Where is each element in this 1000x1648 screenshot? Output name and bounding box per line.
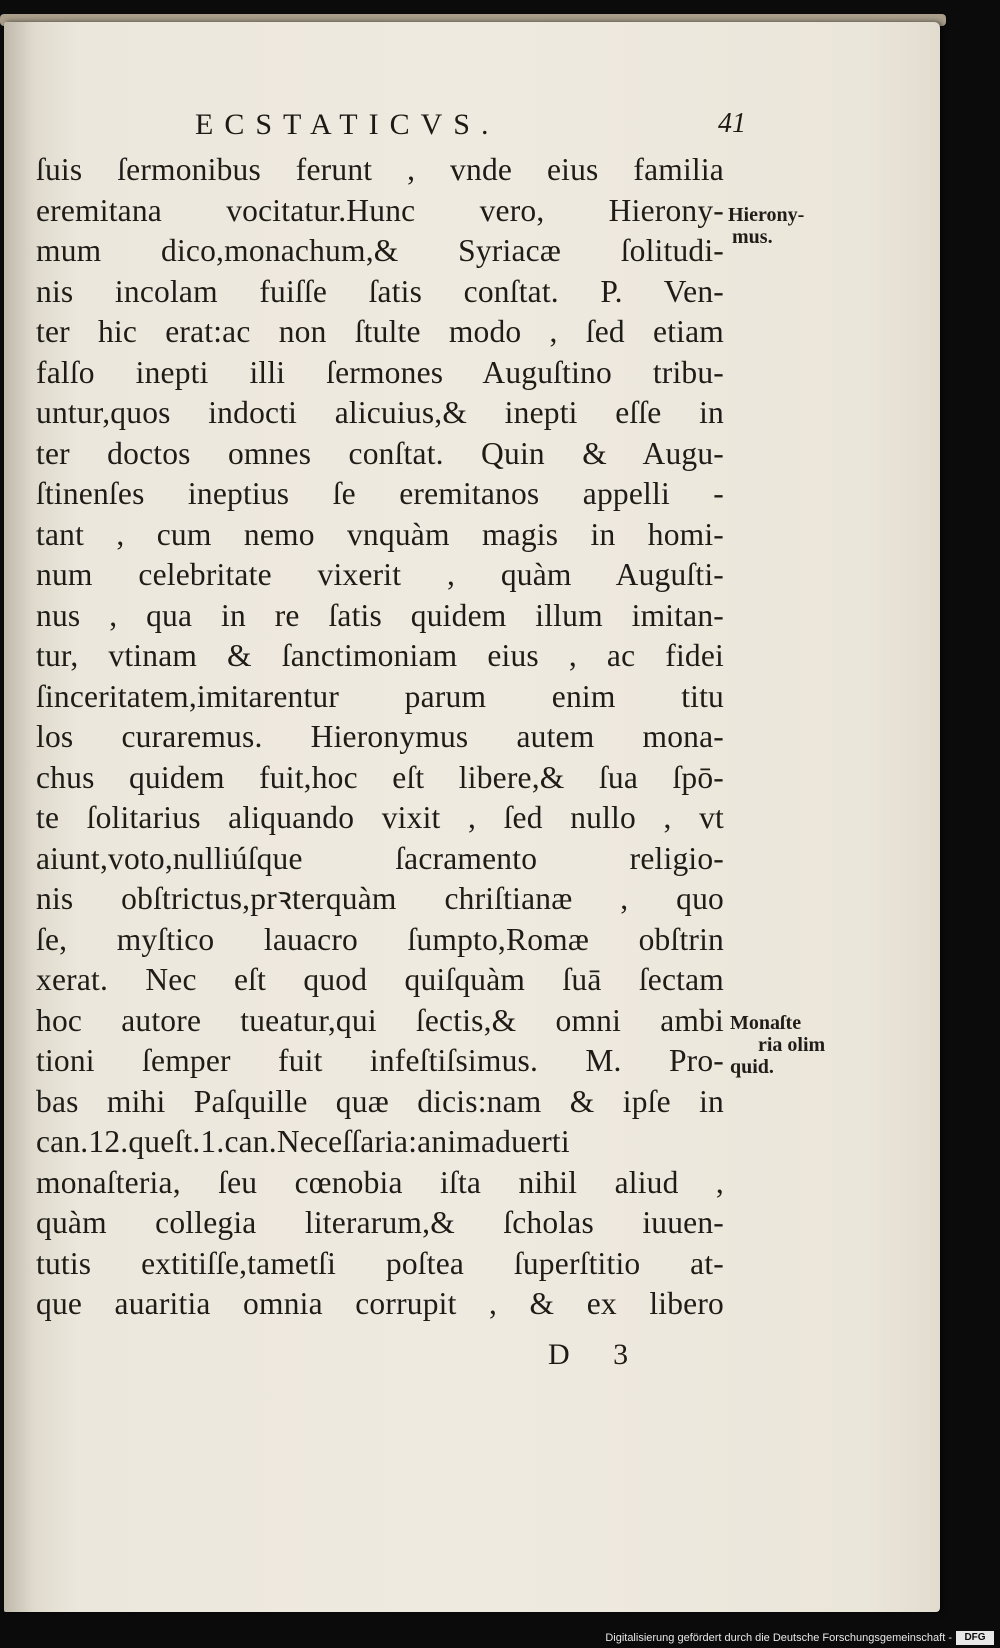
text-line: nus , qua in re ſatis quidem illum imitan-: [36, 597, 724, 633]
text-line: que auaritia omnia corrupit , & ex libero: [36, 1286, 724, 1321]
text-line: nis obſtrictus,prꝛterquàm chriſtianæ , quo: [36, 881, 724, 916]
text-line: te ſolitarius aliquando vixit , ſed nullo , vt: [36, 800, 724, 835]
marginal-note-line: ria olim: [758, 1034, 826, 1056]
running-head: ECSTATICVS.: [195, 108, 500, 141]
marginal-note-line: Hierony-: [728, 204, 805, 226]
marginal-note-hieronymus: [728, 204, 804, 248]
text-line: mum dico,monachum,& Syriacæ ſolitudi-: [36, 233, 724, 268]
text-line: tant , cum nemo vnquàm magis in homi-: [36, 516, 724, 552]
text-line: nis incolam fuiſſe ſatis conſtat. P. Ven-: [36, 273, 724, 309]
text-line: falſo inepti illi ſermones Auguſtino tribu-: [36, 354, 724, 390]
text-line: xerat. Nec eſt quod quiſquàm ſuā ſectam: [36, 962, 724, 997]
text-line: chus quidem fuit,hoc eſt libere,& ſua ſpō-: [36, 759, 724, 795]
text-line: num celebritate vixerit , quàm Auguſti-: [36, 557, 724, 592]
marginal-note-monasteria: [730, 1012, 825, 1078]
text-line: ſuis ſermonibus ferunt , vnde eius familia: [36, 152, 724, 187]
text-line: eremitana vocitatur.Hunc vero, Hierony-: [36, 192, 724, 228]
marginal-note-line: Monaſte: [730, 1012, 802, 1034]
text-line: quàm collegia literarum,& ſcholas iuuen-: [36, 1205, 724, 1240]
text-line: untur,quos indocti alicuius,& inepti eſſe in: [36, 395, 724, 430]
signature-mark: D 3: [548, 1338, 647, 1371]
text-line: ſinceritatem,imitarentur parum enim titu: [36, 678, 724, 714]
text-line: los curaremus. Hieronymus autem mona-: [36, 719, 724, 754]
text-line: ter hic erat:ac non ſtulte modo , ſed etiam: [36, 314, 724, 349]
text-line: tur, vtinam & ſanctimoniam eius , ac fidei: [36, 638, 724, 673]
text-line: can.12.queſt.1.can.Neceſſaria:animaduerti: [36, 1124, 570, 1159]
page-number: 41: [718, 108, 746, 139]
text-line: aiunt,voto,nulliúſque ſacramento religio-: [36, 840, 724, 876]
dfg-logo: DFG: [956, 1631, 994, 1645]
text-line: ter doctos omnes conſtat. Quin & Augu-: [36, 435, 724, 471]
text-line: bas mihi Paſquille quæ dicis:nam & ipſe in: [36, 1083, 724, 1119]
text-line: ſe, myſtico lauacro ſumpto,Romæ obſtrin: [36, 921, 724, 957]
marginal-note-line: mus.: [732, 226, 773, 248]
text-line: ſtinenſes ineptius ſe eremitanos appelli -: [36, 476, 724, 511]
marginal-note-line: quid.: [730, 1056, 774, 1078]
body-text: [36, 150, 724, 1325]
text-line: tutis extitiſſe,tametſi poſtea ſuperſtitio at-: [36, 1245, 724, 1281]
funding-credit: Digitalisierung gefördert durch die Deutsche Forschungsgemeinschaft -: [605, 1632, 952, 1644]
text-line: hoc autore tueatur,qui ſectis,& omni ambi: [36, 1002, 724, 1038]
text-line: tioni ſemper fuit infeſtiſsimus. M. Pro-: [36, 1043, 724, 1078]
text-line: monaſteria, ſeu cœnobia iſta nihil aliud ,: [36, 1164, 724, 1200]
